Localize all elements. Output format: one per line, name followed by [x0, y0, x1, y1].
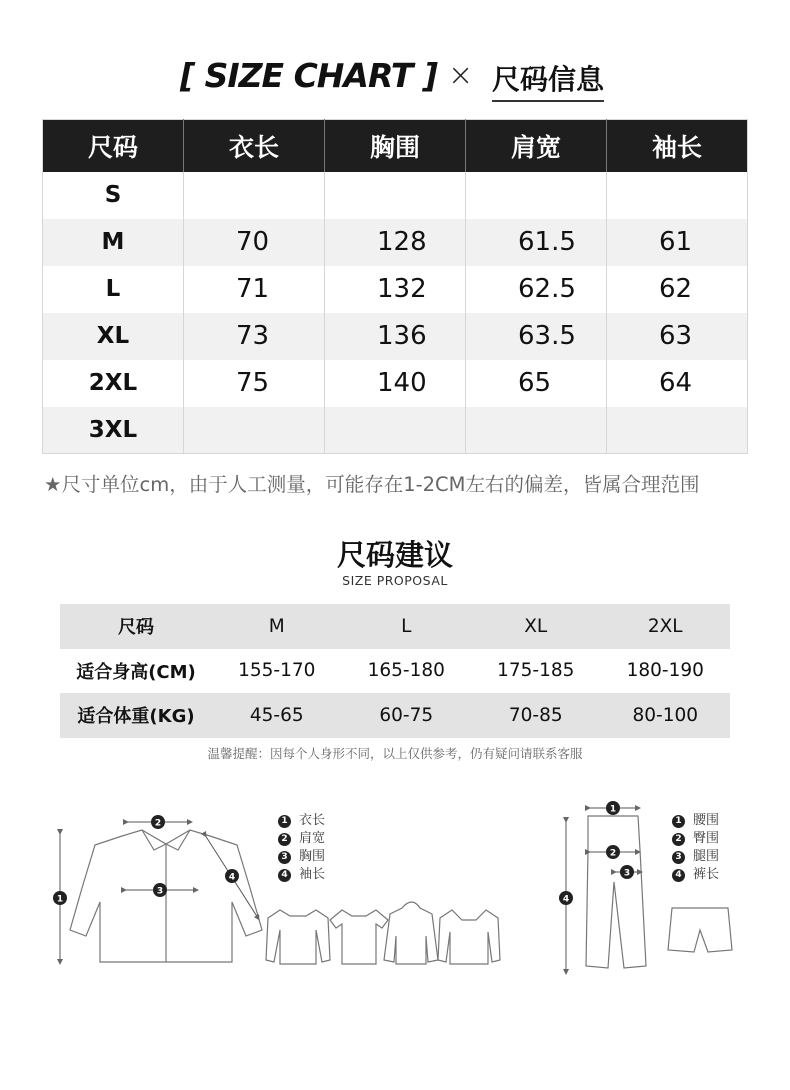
measurement-diagrams [0, 790, 790, 990]
value-cell: 136 [325, 313, 466, 360]
size-chart-header-row [43, 120, 748, 172]
column-header-size: 尺码 [43, 120, 184, 172]
marker-number: 4 [228, 872, 236, 883]
bottom-legend [672, 812, 719, 884]
table-row [43, 360, 748, 407]
value-cell: 73 [184, 313, 325, 360]
table-cell: L [342, 604, 472, 649]
table-row [43, 407, 748, 454]
tshirt-icon [330, 910, 388, 964]
table-cell: 2XL [601, 604, 731, 649]
value-cell [184, 172, 325, 219]
legend-label: 裤长 [693, 867, 720, 882]
hoodie-icon [384, 902, 438, 964]
legend-number: 4 [672, 869, 685, 882]
marker-number: 1 [609, 804, 617, 815]
column-header-sleeve: 袖长 [607, 120, 748, 172]
legend-number: 2 [278, 833, 291, 846]
legend-label: 腰围 [693, 813, 720, 828]
proposal-title: 尺码建议 [336, 538, 453, 572]
title-chinese: 尺码信息 [492, 58, 604, 102]
value-cell: 61.5 [466, 219, 607, 266]
value-cell: 132 [325, 266, 466, 313]
table-row [60, 649, 730, 694]
legend-number: 1 [672, 815, 685, 828]
size-cell: M [43, 219, 184, 266]
legend-item [278, 866, 325, 884]
size-cell: 3XL [43, 407, 184, 454]
table-cell: 60-75 [342, 693, 472, 738]
value-cell [607, 172, 748, 219]
table-row [43, 172, 748, 219]
table-row [60, 604, 730, 649]
column-header-chest: 胸围 [325, 120, 466, 172]
value-cell: 128 [325, 219, 466, 266]
table-row [43, 266, 748, 313]
value-cell: 75 [184, 360, 325, 407]
value-cell: 71 [184, 266, 325, 313]
value-cell [607, 407, 748, 454]
value-cell [184, 407, 325, 454]
title-separator: × [448, 58, 474, 93]
table-cell: 180-190 [626, 660, 704, 682]
table-cell: 70-85 [471, 693, 601, 738]
table-cell: 45-65 [212, 693, 342, 738]
table-cell: M [212, 604, 342, 649]
value-cell [466, 172, 607, 219]
legend-number: 3 [278, 851, 291, 864]
row-label: 适合身高(CM) [76, 661, 196, 683]
proposal-subtitle: SIZE PROPOSAL [342, 573, 448, 588]
legend-number: 4 [278, 869, 291, 882]
table-cell: 165-180 [367, 660, 445, 682]
size-cell: L [43, 266, 184, 313]
table-cell: XL [471, 604, 601, 649]
legend-label: 肩宽 [299, 831, 326, 846]
table-cell: 155-170 [238, 660, 316, 682]
table-row [60, 693, 730, 738]
top-legend [278, 812, 325, 884]
value-cell: 62 [607, 266, 748, 313]
value-cell: 63.5 [466, 313, 607, 360]
legend-item [672, 812, 719, 830]
legend-label: 衣长 [299, 813, 326, 828]
legend-label: 腿围 [693, 849, 720, 864]
size-chart-table [42, 119, 748, 454]
header [0, 52, 790, 102]
row-label: 适合体重(KG) [60, 693, 212, 738]
row-label: 尺码 [60, 604, 212, 649]
marker-number: 4 [562, 894, 570, 905]
legend-number: 3 [672, 851, 685, 864]
measurement-markers [53, 801, 634, 905]
table-cell: 80-100 [601, 693, 731, 738]
marker-number: 1 [56, 894, 64, 905]
marker-number: 3 [623, 868, 631, 879]
value-cell: 64 [607, 360, 748, 407]
marker-number: 3 [156, 886, 164, 897]
legend-item [672, 848, 719, 866]
legend-number: 2 [672, 833, 685, 846]
marker-number: 2 [154, 818, 162, 829]
legend-label: 臀围 [693, 831, 720, 846]
value-cell: 62.5 [466, 266, 607, 313]
pants-outline-icon [586, 816, 646, 968]
reminder-text: 温馨提醒：因每个人身形不同，以上仅供参考，仍有疑问请联系客服 [207, 746, 583, 761]
size-cell: 2XL [43, 360, 184, 407]
longsleeve-icon [266, 910, 330, 964]
marker-number: 2 [609, 848, 617, 859]
legend-item [672, 866, 719, 884]
blazer-icon [438, 910, 500, 964]
legend-number: 1 [278, 815, 291, 828]
table-row [43, 219, 748, 266]
legend-item [278, 812, 325, 830]
shorts-icon [668, 908, 732, 952]
table-row [43, 313, 748, 360]
legend-item [672, 830, 719, 848]
value-cell [466, 407, 607, 454]
value-cell: 61 [607, 219, 748, 266]
legend-item [278, 848, 325, 866]
column-header-shoulder: 肩宽 [466, 120, 607, 172]
column-header-length: 衣长 [184, 120, 325, 172]
measurement-note: ★尺寸单位cm，由于人工测量，可能存在1-2CM左右的偏差，皆属合理范围 [44, 473, 700, 496]
legend-label: 袖长 [299, 867, 326, 882]
value-cell: 65 [466, 360, 607, 407]
proposal-table [60, 604, 730, 738]
table-cell: 175-185 [497, 660, 575, 682]
value-cell [325, 407, 466, 454]
title-english: [ SIZE CHART ] [180, 56, 437, 95]
legend-label: 胸围 [299, 849, 326, 864]
value-cell [325, 172, 466, 219]
legend-item [278, 830, 325, 848]
value-cell: 140 [325, 360, 466, 407]
value-cell: 63 [607, 313, 748, 360]
size-cell: XL [43, 313, 184, 360]
size-cell: S [43, 172, 184, 219]
value-cell: 70 [184, 219, 325, 266]
